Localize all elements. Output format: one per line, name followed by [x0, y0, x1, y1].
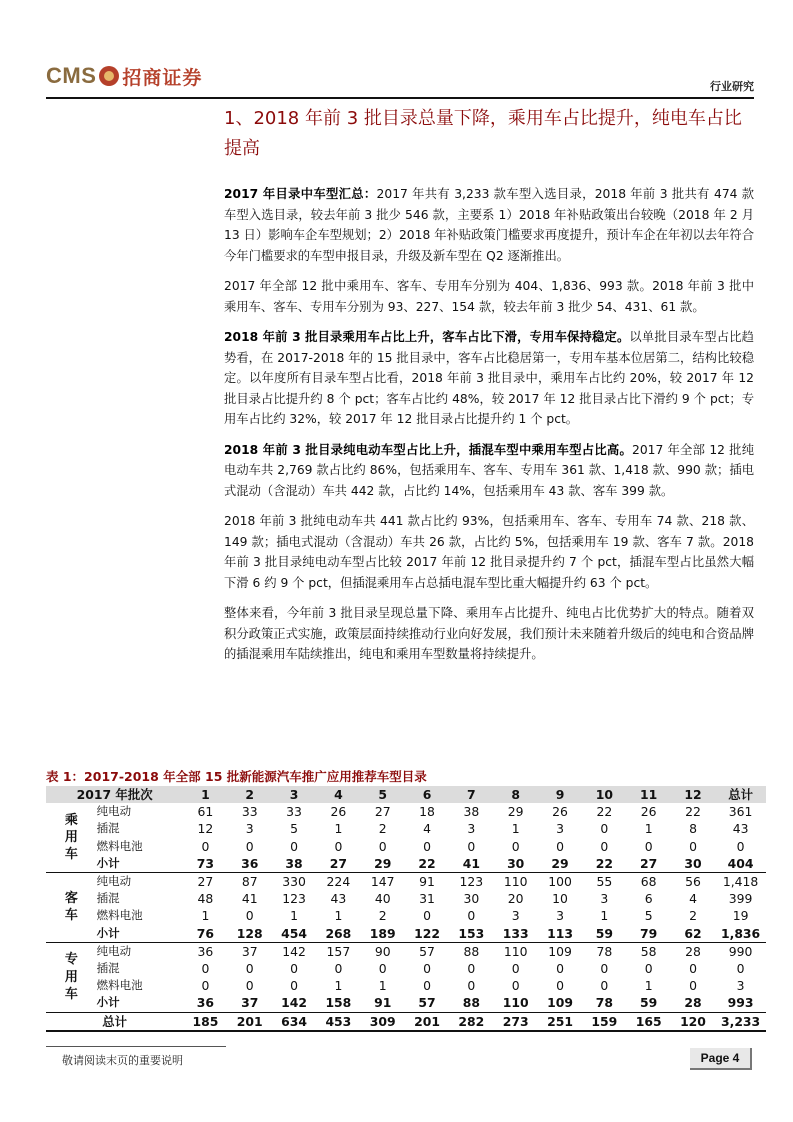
table-cell: 993 — [715, 994, 766, 1012]
row-label: 燃料电池 — [96, 838, 143, 853]
table-cell: 189 — [361, 925, 405, 943]
table-cell: 309 — [361, 1012, 405, 1031]
table-cell: 55 — [596, 874, 613, 890]
table-cell: 30 — [494, 855, 538, 873]
table-cell: 0 — [467, 838, 476, 854]
table-cell: 28 — [671, 994, 715, 1012]
header-cell: 9 — [538, 786, 582, 803]
data-table — [46, 786, 766, 1032]
table-cell: 113 — [538, 925, 582, 943]
section-label: 行业研究 — [710, 80, 754, 93]
table-cell: 634 — [272, 1012, 316, 1031]
table-cell: 26 — [330, 804, 347, 820]
paragraph-text: 2017 年全部 12 批纯电动车共 2,769 款占比约 86%，包括乘用车、客车、专用车 361 款、1,418 款、990 款；插电式混动（含混动）车共 442 款，占比约 14%，包括乘用车 43 款、客车 399 款。 — [224, 442, 754, 498]
table-cell: 0 — [689, 978, 697, 994]
table-cell: 0 — [423, 961, 431, 977]
category-cell — [46, 803, 97, 872]
row-label: 小计 — [97, 994, 184, 1012]
table-cell: 1 — [334, 978, 343, 994]
table-row — [46, 907, 766, 924]
table-cell: 142 — [282, 943, 306, 959]
table-cell: 123 — [459, 874, 484, 890]
table-cell: 28 — [685, 943, 701, 959]
table-row — [46, 890, 766, 907]
table-cell: 1 — [644, 821, 653, 837]
table-cell: 87 — [241, 874, 258, 890]
table-cell: 0 — [511, 961, 520, 977]
table-cell: 36 — [228, 855, 272, 873]
table-cell: 165 — [627, 1012, 671, 1031]
table-cell: 0 — [245, 838, 254, 854]
header-cell: 4 — [316, 786, 360, 803]
table-cell: 1 — [511, 821, 520, 837]
header-cell: 2 — [228, 786, 272, 803]
page-number: Page 4 — [690, 1048, 752, 1070]
table-cell: 12 — [197, 821, 214, 837]
category-label: 乘用车 — [64, 812, 78, 863]
table-cell: 453 — [316, 1012, 360, 1031]
table-cell: 0 — [334, 961, 343, 977]
table-row — [46, 977, 766, 994]
header-cell: 12 — [671, 786, 715, 803]
table-cell: 0 — [290, 978, 298, 994]
table-cell: 0 — [245, 908, 254, 924]
header-cell: 7 — [449, 786, 493, 803]
table-row — [46, 838, 766, 855]
paragraph-lead: 2018 年前 3 批目录乘用车占比上升，客车占比下滑，专用车保持稳定。 — [224, 330, 630, 344]
table-cell: 0 — [378, 961, 387, 977]
table-cell: 5 — [644, 908, 653, 924]
table-cell: 120 — [671, 1012, 715, 1031]
table-row — [46, 820, 766, 837]
table-title: 表 1：2017-2018 年全部 15 批新能源汽车推广应用推荐车型目录 — [46, 769, 427, 784]
table-cell: 0 — [467, 978, 476, 994]
table-cell: 10 — [552, 891, 568, 907]
table-cell: 0 — [290, 838, 298, 854]
row-label: 纯电动 — [96, 874, 132, 889]
header-cell: 1 — [183, 786, 227, 803]
table-cell: 0 — [511, 838, 520, 854]
table-cell: 153 — [449, 925, 493, 943]
table-cell: 0 — [600, 838, 609, 854]
table-cell: 20 — [507, 891, 524, 907]
table-cell: 26 — [640, 804, 657, 820]
table-cell: 110 — [494, 994, 538, 1012]
paragraph-text: 以单批目录车型占比趋势看，在 2017-2018 年的 15 批目录中，客车占比稳居第一，专用车基本位居第二，结构比较稳定。以年度所有目录车型占比看，2018 年前 3 批目录中，乘用车占比约 20%，较 2017 年 12 批目录占比提升约 8 个 pct；客车占比约 48%，较 2017 年 12 批目录占比下滑约 9 个 pct；专用车占比约 32%，较 2017 年 12 批目录占比提升约 1 个 pct。 — [224, 330, 754, 426]
table-cell: 128 — [228, 925, 272, 943]
header-cell: 总计 — [715, 786, 766, 803]
paragraph — [224, 276, 754, 317]
table-cell: 1,418 — [722, 874, 759, 890]
table-cell: 4 — [689, 891, 697, 907]
table-subtotal-row — [46, 925, 766, 943]
table-cell: 1 — [644, 978, 653, 994]
table-cell: 0 — [378, 838, 387, 854]
table-cell: 3,233 — [715, 1012, 766, 1031]
header-cell: 2017 年批次 — [46, 786, 183, 803]
table-cell: 0 — [644, 961, 653, 977]
table-cell: 361 — [728, 804, 753, 820]
table-cell: 78 — [582, 994, 626, 1012]
paragraph — [224, 603, 754, 665]
table-cell: 1,836 — [715, 925, 766, 943]
table-cell: 3 — [511, 908, 520, 924]
row-label: 小计 — [97, 925, 184, 943]
table-cell: 0 — [600, 821, 609, 837]
total-label: 总计 — [46, 1012, 183, 1031]
table-cell: 43 — [732, 821, 749, 837]
table-cell: 454 — [272, 925, 316, 943]
table-cell: 273 — [494, 1012, 538, 1031]
header-cell: 10 — [582, 786, 626, 803]
table-cell: 37 — [228, 994, 272, 1012]
table-cell: 73 — [183, 855, 227, 873]
table-cell: 3 — [556, 908, 564, 924]
table-cell: 0 — [736, 838, 745, 854]
table-cell: 1 — [334, 821, 343, 837]
table-cell: 1 — [201, 908, 210, 924]
table-cell: 0 — [556, 838, 564, 854]
table-cell: 185 — [183, 1012, 227, 1031]
table-cell: 0 — [201, 961, 210, 977]
table-cell: 36 — [197, 943, 214, 959]
paragraph-text: 2017 年全部 12 批中乘用车、客车、专用车分别为 404、1,836、993 款。2018 年前 3 批中乘用车、客车、专用车分别为 93、227、154 款，较去年前 3 批少 54、431、61 款。 — [224, 279, 754, 314]
table-cell: 157 — [326, 943, 351, 959]
table-cell: 201 — [228, 1012, 272, 1031]
company-logo — [46, 62, 202, 90]
table-cell: 109 — [548, 943, 572, 959]
category-label: 专用车 — [64, 952, 78, 1002]
table-cell: 88 — [463, 943, 480, 959]
table-cell: 0 — [600, 978, 609, 994]
table-cell: 90 — [374, 943, 391, 959]
table-cell: 1 — [600, 908, 609, 924]
table-total-row — [46, 1012, 766, 1031]
table-cell: 0 — [334, 838, 343, 854]
table-cell: 1 — [334, 908, 343, 924]
table-cell: 282 — [449, 1012, 493, 1031]
table-cell: 22 — [405, 855, 449, 873]
table-cell: 0 — [245, 961, 254, 977]
table-cell: 0 — [423, 978, 431, 994]
table-cell: 0 — [600, 961, 609, 977]
table-row — [46, 803, 766, 820]
table-header-row — [46, 786, 766, 803]
table-cell: 68 — [640, 874, 657, 890]
table-cell: 26 — [552, 804, 568, 820]
footer-note: 敬请阅读末页的重要说明 — [62, 1054, 183, 1067]
table-cell: 38 — [463, 804, 480, 820]
table-cell: 29 — [507, 804, 524, 820]
table-cell: 109 — [538, 994, 582, 1012]
table-cell: 268 — [316, 925, 360, 943]
table-cell: 0 — [644, 838, 653, 854]
table-cell: 3 — [467, 821, 476, 837]
row-label: 纯电动 — [96, 804, 132, 819]
table-cell: 0 — [467, 961, 476, 977]
table-cell: 0 — [511, 978, 520, 994]
paragraph — [224, 327, 754, 430]
table-cell: 19 — [732, 908, 749, 924]
table-cell: 3 — [600, 891, 609, 907]
table-cell: 133 — [494, 925, 538, 943]
table-cell: 0 — [689, 838, 697, 854]
table-cell: 0 — [423, 908, 431, 924]
row-label: 小计 — [97, 855, 184, 873]
table-cell: 3 — [736, 978, 745, 994]
table-cell: 22 — [596, 804, 613, 820]
table-cell: 2 — [378, 821, 387, 837]
table-cell: 122 — [405, 925, 449, 943]
header-divider — [46, 97, 754, 99]
table-cell: 29 — [538, 855, 582, 873]
table-cell: 36 — [183, 994, 227, 1012]
table-cell: 3 — [245, 821, 254, 837]
table-cell: 147 — [370, 874, 395, 890]
table-cell: 79 — [627, 925, 671, 943]
header-cell: 3 — [272, 786, 316, 803]
table-cell: 404 — [715, 855, 766, 873]
table-cell: 8 — [689, 821, 697, 837]
row-label: 插混 — [96, 961, 120, 976]
paragraph-lead: 2018 年前 3 批目录纯电动车型占比上升，插混车型中乘用车型占比高。 — [224, 442, 633, 457]
table-cell: 0 — [467, 908, 476, 924]
table-cell: 61 — [197, 804, 214, 820]
table-cell: 0 — [245, 978, 254, 994]
table-cell: 76 — [183, 925, 227, 943]
table-cell: 0 — [556, 961, 564, 977]
table-cell: 251 — [538, 1012, 582, 1031]
table-row — [46, 960, 766, 977]
category-cell — [46, 942, 97, 1012]
table-cell: 33 — [286, 804, 302, 820]
table-cell: 48 — [197, 891, 214, 907]
table-cell: 40 — [374, 891, 391, 907]
table-cell: 78 — [596, 943, 613, 959]
table-cell: 56 — [685, 874, 701, 890]
table-cell: 29 — [361, 855, 405, 873]
table-cell: 0 — [290, 961, 298, 977]
category-cell — [46, 873, 97, 943]
table-row — [46, 942, 766, 960]
page-header — [46, 56, 754, 100]
paragraph-text: 2018 年前 3 批纯电动车共 441 款占比约 93%，包括乘用车、客车、专用车 74 款、218 款、149 款；插电式混动（含混动）车共 26 款，占比约 5%，包括乘用车 19 款、客车 7 款。2018 年前 3 批目录纯电动车型占比较 2017 年前 12 批目录提升约 7 个 pct，插混车型占比虽然大幅下滑 6 约 9 个 pct，但插混乘用车占总插电混车型比重大幅提升约 63 个 pct。 — [224, 514, 754, 590]
table-cell: 158 — [316, 994, 360, 1012]
header-cell: 8 — [494, 786, 538, 803]
table-cell: 0 — [689, 961, 697, 977]
row-label: 燃料电池 — [96, 908, 143, 923]
table-cell: 0 — [556, 978, 564, 994]
table-cell: 22 — [582, 855, 626, 873]
table-cell: 58 — [640, 943, 657, 959]
table-cell: 37 — [241, 943, 258, 959]
table-cell: 88 — [449, 994, 493, 1012]
table-cell: 27 — [197, 874, 214, 890]
row-label: 燃料电池 — [96, 978, 143, 993]
paragraph — [224, 184, 754, 266]
table-cell: 1 — [378, 978, 387, 994]
table-cell: 62 — [671, 925, 715, 943]
table-cell: 22 — [685, 804, 701, 820]
table-cell: 0 — [423, 838, 431, 854]
table-cell: 0 — [201, 838, 210, 854]
table-cell: 27 — [316, 855, 360, 873]
table-cell: 201 — [405, 1012, 449, 1031]
table-cell: 4 — [423, 821, 431, 837]
paragraph — [224, 511, 754, 593]
table-subtotal-row — [46, 994, 766, 1012]
table-cell: 123 — [282, 891, 306, 907]
table-cell: 59 — [627, 994, 671, 1012]
section-title: 1、2018 年前 3 批目录总量下降，乘用车占比提升，纯电车占比提高 — [224, 108, 742, 159]
header-cell: 5 — [361, 786, 405, 803]
body-text — [224, 184, 754, 675]
table-cell: 43 — [330, 891, 347, 907]
footer-divider — [46, 1046, 226, 1047]
table-cell: 330 — [282, 874, 306, 890]
header-cell: 6 — [405, 786, 449, 803]
header-cell: 11 — [627, 786, 671, 803]
table-cell: 2 — [689, 908, 697, 924]
table-cell: 57 — [419, 943, 435, 959]
paragraph-lead: 2017 年目录中车型汇总： — [224, 187, 377, 201]
paragraph-text: 整体来看，今年前 3 批目录呈现总量下降、乘用车占比提升、纯电占比优势扩大的特点。随着双积分政策正式实施，政策层面持续推动行业向好发展，我们预计未来随着升级后的纯电和合资品牌的插混乘用车陆续推出，纯电和乘用车型数量将持续提升。 — [224, 606, 754, 661]
table-cell: 33 — [241, 804, 258, 820]
table-cell: 142 — [272, 994, 316, 1012]
table-subtotal-row — [46, 855, 766, 873]
table-cell: 30 — [671, 855, 715, 873]
table-cell: 91 — [361, 994, 405, 1012]
table-cell: 41 — [449, 855, 493, 873]
table-cell: 18 — [419, 804, 435, 820]
table-cell: 110 — [503, 943, 528, 959]
category-label: 客车 — [64, 891, 78, 924]
table-row — [46, 873, 766, 891]
table-cell: 57 — [405, 994, 449, 1012]
paragraph — [224, 440, 754, 502]
table-cell: 990 — [728, 943, 753, 959]
table-cell: 5 — [290, 821, 298, 837]
table-cell: 0 — [736, 961, 745, 977]
table-cell: 38 — [272, 855, 316, 873]
table-cell: 1 — [290, 908, 298, 924]
table-cell: 110 — [503, 874, 528, 890]
table-cell: 59 — [582, 925, 626, 943]
table-cell: 91 — [419, 874, 435, 890]
logo-cn-text: 招商证券 — [122, 66, 203, 89]
table-cell: 2 — [378, 908, 387, 924]
table-cell: 100 — [548, 874, 572, 890]
table-cell: 399 — [728, 891, 753, 907]
table-cell: 31 — [419, 891, 435, 907]
logo-emblem-icon — [99, 66, 119, 86]
table-cell: 27 — [627, 855, 671, 873]
row-label: 插混 — [96, 821, 120, 836]
row-label: 纯电动 — [96, 943, 132, 958]
table-cell: 41 — [241, 891, 258, 907]
table-cell: 6 — [644, 891, 653, 907]
row-label: 插混 — [96, 891, 120, 906]
table-cell: 159 — [582, 1012, 626, 1031]
table-cell: 3 — [556, 821, 564, 837]
table-cell: 0 — [201, 978, 210, 994]
table-cell: 224 — [326, 874, 351, 890]
logo-cms-text: CMS — [46, 63, 97, 88]
paragraph-text: 2017 年共有 3,233 款车型入选目录，2018 年前 3 批共有 474 款车型入选目录，较去年前 3 批少 546 款，主要系 1）2018 年补贴政策出台较晚（2018 年 2 月 13 日）影响车企车型规划；2）2018 年补贴政策门槛要求再度提升，预计车企在年初以去年符合今年门槛要求的车型申报目录，升级及新车型在 Q2 逐渐推出。 — [224, 187, 755, 263]
table-cell: 27 — [374, 804, 391, 820]
table-cell: 30 — [463, 891, 480, 907]
